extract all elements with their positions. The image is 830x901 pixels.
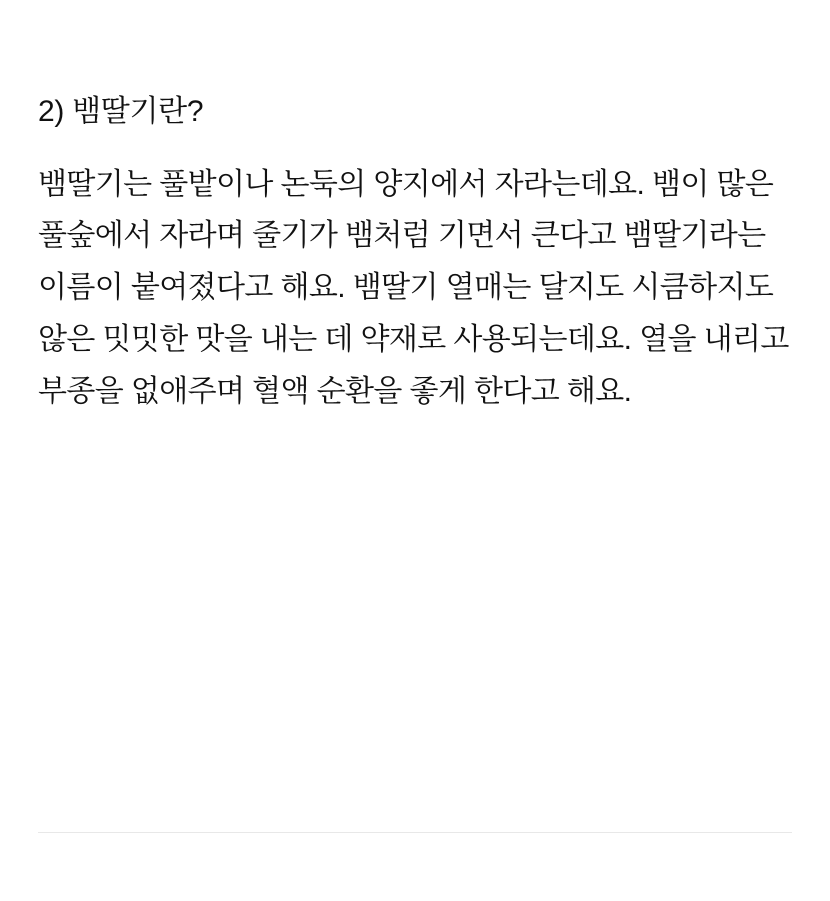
section-heading: 2) 뱀딸기란? [38,95,204,128]
body-paragraph: 뱀딸기는 풀밭이나 논둑의 양지에서 자라는데요. 뱀이 많은 풀숲에서 자라며 줄기가 뱀처럼 기면서 큰다고 뱀딸기라는 이름이 붙여졌다고 해요. 뱀딸기 열매는 달지도 시큼하지도 않은 밋밋한 맛을 내는 데 약재로 사용되는데요. 열을 내리고 부종을 없애주며 혈액 순환을 좋게 한다고 해요. [38,167,789,409]
article-content [38,0,792,418]
section-divider [38,832,792,833]
